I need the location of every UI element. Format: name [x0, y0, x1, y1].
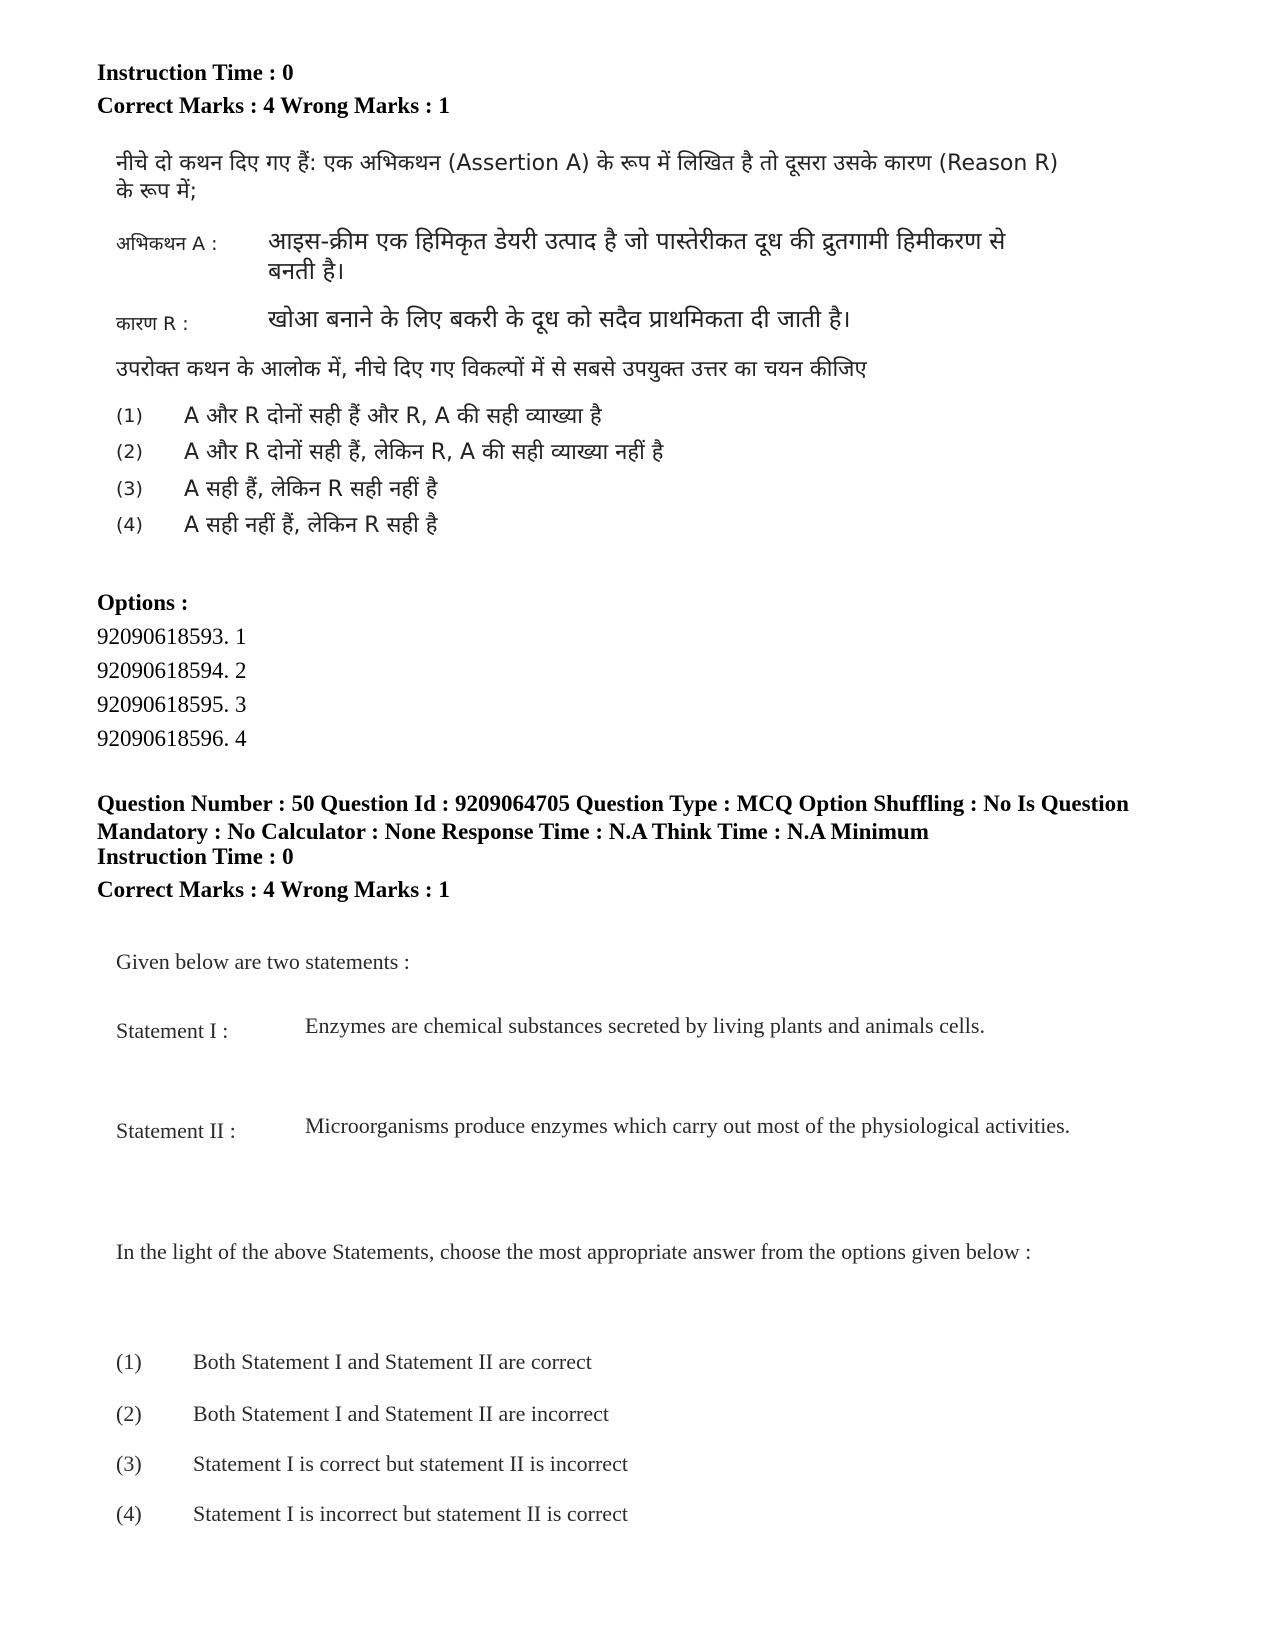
prev-choice-number: (3)	[116, 478, 143, 500]
choice-text: Statement I is incorrect but statement II is correct	[193, 1501, 628, 1526]
option-item: 92090618594. 2	[97, 658, 247, 683]
choice-number: (3)	[116, 1451, 142, 1476]
prev-choice-text: A सही नहीं हैं, लेकिन R सही है	[184, 513, 438, 538]
prev-instruction-time: Instruction Time : 0	[97, 60, 294, 85]
choice-number: (2)	[116, 1401, 142, 1426]
prev-marks: Correct Marks : 4 Wrong Marks : 1	[97, 93, 450, 118]
choice-number: (4)	[116, 1501, 142, 1526]
option-item: 92090618593. 1	[97, 624, 247, 649]
reason-label: कारण R :	[116, 313, 189, 335]
choice-text: Statement I is correct but statement II is incorrect	[193, 1451, 628, 1476]
prev-choice-number: (4)	[116, 514, 143, 536]
option-item: 92090618595. 3	[97, 692, 247, 717]
choice-number: (1)	[116, 1349, 142, 1374]
prev-intro: नीचे दो कथन दिए गए हैं: एक अभिकथन (Assertion A) के रूप में लिखित है तो दूसरा उसके कारण (Reason R) के रूप में;	[116, 151, 1059, 204]
question-instruction-time: Instruction Time : 0	[97, 844, 294, 869]
options-heading: Options :	[97, 590, 189, 615]
statement2-label: Statement II :	[116, 1118, 236, 1143]
choice-text: Both Statement I and Statement II are incorrect	[193, 1401, 610, 1426]
question-prompt: In the light of the above Statements, choose the most appropriate answer from the options given below :	[116, 1239, 1032, 1264]
prev-choice-text: A सही हैं, लेकिन R सही नहीं है	[184, 477, 438, 502]
assertion-text: आइस-क्रीम एक हिमिकृत डेयरी उत्पाद है जो पास्तेरीकत दूध की द्रुतगामी हिमीकरण से बनती है।	[268, 227, 1006, 285]
prev-choice-text: A और R दोनों सही हैं और R, A की सही व्याख्या है	[184, 404, 602, 429]
question-meta: Question Number : 50 Question Id : 9209064705 Question Type : MCQ Option Shuffling : No Is Question Mandatory : No Calculator : None Response Time : N.A Think Time : N.A Minimum	[97, 791, 1129, 844]
reason-text: खोआ बनाने के लिए बकरी के दूध को सदैव प्राथमिकता दी जाती है।	[268, 305, 851, 333]
option-item: 92090618596. 4	[97, 726, 247, 751]
prev-choice-text: A और R दोनों सही हैं, लेकिन R, A की सही व्याख्या नहीं है	[184, 440, 664, 465]
question-marks: Correct Marks : 4 Wrong Marks : 1	[97, 877, 450, 902]
statement1-text: Enzymes are chemical substances secreted by living plants and animals cells.	[305, 1013, 985, 1038]
question-intro: Given below are two statements :	[116, 949, 410, 974]
prev-prompt: उपरोक्त कथन के आलोक में, नीचे दिए गए विकल्पों में से सबसे उपयुक्त उत्तर का चयन कीजिए	[116, 357, 867, 382]
statement2-text: Microorganisms produce enzymes which carry out most of the physiological activities.	[305, 1113, 1071, 1138]
assertion-label: अभिकथन A :	[116, 233, 218, 255]
prev-choice-number: (2)	[116, 441, 143, 463]
statement1-label: Statement I :	[116, 1018, 229, 1043]
choice-text: Both Statement I and Statement II are correct	[193, 1349, 592, 1374]
prev-choice-number: (1)	[116, 405, 143, 427]
